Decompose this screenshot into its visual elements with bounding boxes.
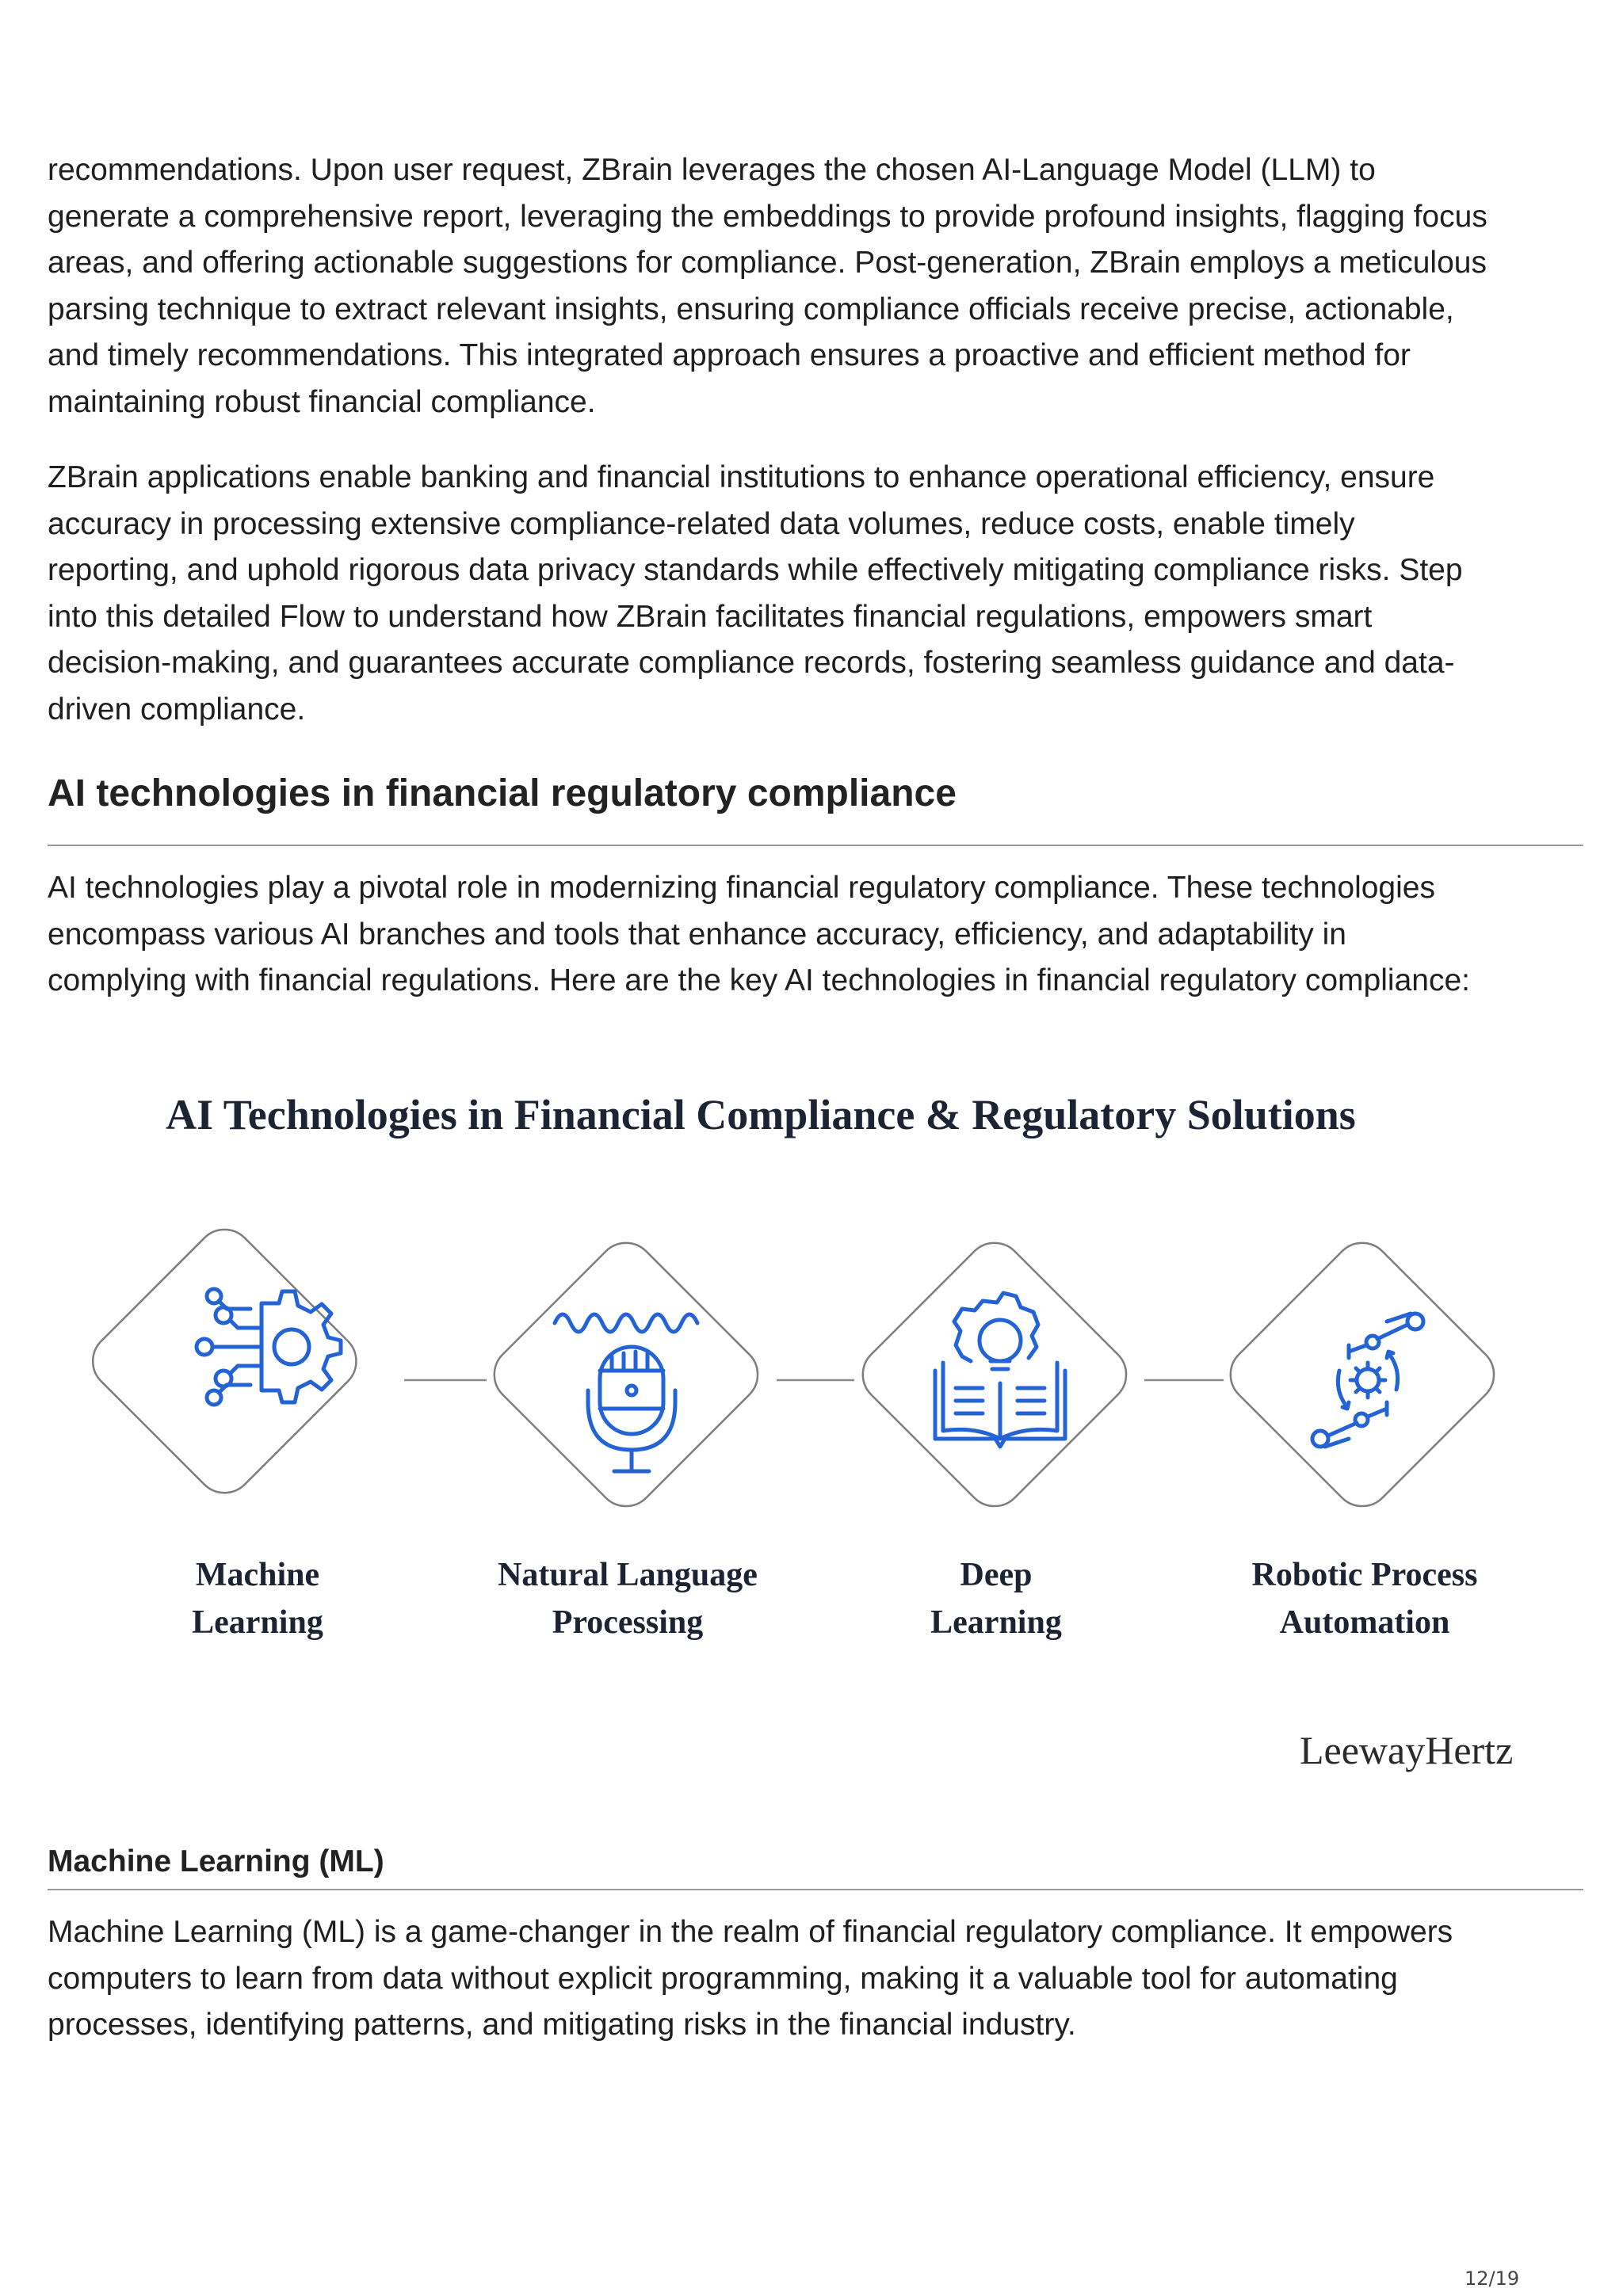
text-line: areas, and offering actionable suggestions for compliance. Post-generation, ZBrain employs a meticulous xyxy=(48,246,1487,280)
diamond-frame xyxy=(1219,1231,1506,1518)
text-line: Machine Learning (ML) is a game-changer in the realm of financial regulatory compliance. It empowers xyxy=(48,1915,1453,1949)
text-line: ZBrain applications enable banking and financial institutions to enhance operational efficiency, ensure xyxy=(48,460,1435,494)
diamond-frame xyxy=(483,1231,769,1518)
paragraph-zbrain-applications xyxy=(48,455,1585,733)
tech-label-deep-learning: Deep Learning xyxy=(930,1557,1062,1641)
infographic-title: AI Technologies in Financial Compliance & Regulatory Solutions xyxy=(166,1091,1356,1138)
tech-label-rpa: Robotic Process Automation xyxy=(1251,1557,1478,1641)
section-intro-paragraph xyxy=(48,865,1585,1005)
text-line: generate a comprehensive report, leveraging the embeddings to provide profound insights, flagging focus xyxy=(48,199,1487,234)
infographic-diagram xyxy=(0,1030,1623,1791)
subsection-paragraph xyxy=(48,1909,1585,2049)
text-line: encompass various AI branches and tools that enhance accuracy, efficiency, and adaptability in xyxy=(48,917,1346,952)
text-line: computers to learn from data without explicit programming, making it a valuable tool for automating xyxy=(48,1961,1398,1996)
tech-label-nlp: Natural Language Processing xyxy=(498,1557,758,1641)
text-line: and timely recommendations. This integrated approach ensures a proactive and efficient method for xyxy=(48,338,1411,372)
subsection-heading: Machine Learning (ML) xyxy=(48,1844,384,1878)
text-line: driven compliance. xyxy=(48,692,306,727)
ai-technologies-infographic xyxy=(0,1030,1623,1791)
text-line: accuracy in processing extensive compliance-related data volumes, reduce costs, enable timely xyxy=(48,506,1355,541)
page-number: 12/19 xyxy=(1465,2267,1520,2290)
text-line: maintaining robust financial compliance. xyxy=(48,384,596,419)
paragraph-zbrain-recommendations xyxy=(48,147,1585,425)
subheading-divider xyxy=(48,1889,1583,1890)
text-line: processes, identifying patterns, and mitigating risks in the financial industry. xyxy=(48,2008,1076,2042)
diamond-frame xyxy=(851,1231,1138,1518)
text-line: parsing technique to extract relevant insights, ensuring compliance officials receive precise, actionable, xyxy=(48,292,1454,326)
text-line: into this detailed Flow to understand how ZBrain facilitates financial regulations, empowers smart xyxy=(48,599,1373,634)
tech-label-machine-learning: Machine Learning xyxy=(192,1557,323,1641)
section-heading: AI technologies in financial regulatory compliance xyxy=(48,772,957,814)
text-line: AI technologies play a pivotal role in modernizing financial regulatory compliance. These technologies xyxy=(48,871,1435,905)
text-line: recommendations. Upon user request, ZBrain leverages the chosen AI-Language Model (LLM) to xyxy=(48,153,1376,187)
text-line: reporting, and uphold rigorous data privacy standards while effectively mitigating compliance risks. Step xyxy=(48,553,1463,587)
brand-logo: LeewayHertz xyxy=(1300,1728,1514,1772)
text-line: complying with financial regulations. Here are the key AI technologies in financial regulatory compliance: xyxy=(48,963,1470,997)
heading-divider xyxy=(48,845,1583,846)
text-line: decision-making, and guarantees accurate compliance records, fostering seamless guidance and data- xyxy=(48,646,1455,680)
